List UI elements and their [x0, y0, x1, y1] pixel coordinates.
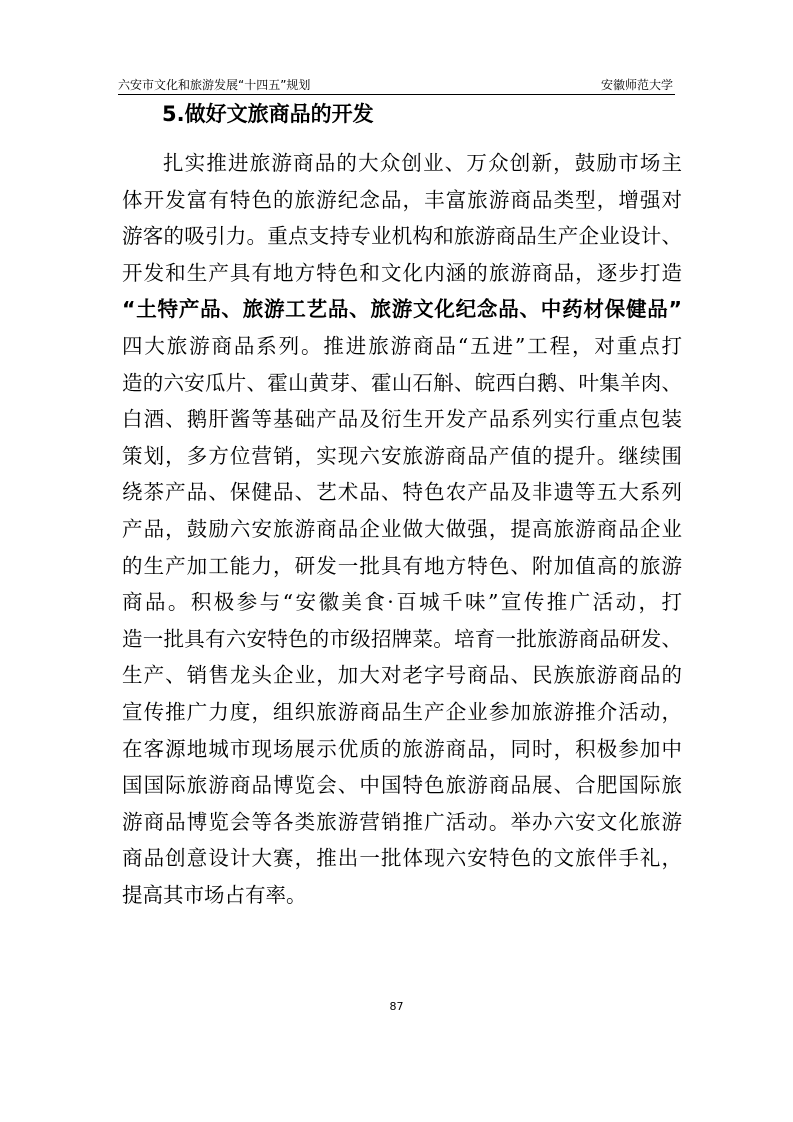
paragraph-line: 体开发富有特色的旅游纪念品，丰富旅游商品类型，增强对 — [122, 187, 682, 212]
section-title: 5.做好文旅商品的开发 — [162, 102, 374, 126]
paragraph-line: 产品，鼓励六安旅游商品企业做大做强，提高旅游商品企业 — [122, 516, 682, 541]
paragraph-line: 商品创意设计大赛，推出一批体现六安特色的文旅伴手礼， — [122, 846, 682, 871]
paragraph-line: 国国际旅游商品博览会、中国特色旅游商品展、合肥国际旅 — [122, 773, 682, 798]
body-paragraph — [122, 145, 682, 913]
paragraph-line: 的生产加工能力，研发一批具有地方特色、附加值高的旅游 — [122, 553, 682, 578]
paragraph-line: 生产、销售龙头企业，加大对老字号商品、民族旅游商品的 — [122, 663, 682, 688]
page-header — [118, 72, 675, 95]
paragraph-line: 造一批具有六安特色的市级招牌菜。培育一批旅游商品研发、 — [122, 626, 682, 651]
header-document-title: 六安市文化和旅游发展“十四五”规划 — [118, 78, 311, 92]
paragraph-line: 宣传推广力度，组织旅游商品生产企业参加旅游推介活动， — [122, 699, 682, 724]
paragraph-line-emphasis: “土特产品、旅游工艺品、旅游文化纪念品、中药材保健品” — [122, 297, 682, 322]
paragraph-line: 提高其市场占有率。 — [122, 882, 307, 907]
paragraph-line: 在客源地城市现场展示优质的旅游商品，同时，积极参加中 — [122, 736, 682, 761]
paragraph-line: 游客的吸引力。重点支持专业机构和旅游商品生产企业设计、 — [122, 224, 682, 249]
paragraph-line: 绕茶产品、保健品、艺术品、特色农产品及非遗等五大系列 — [122, 480, 682, 505]
paragraph-line: 白酒、鹅肝酱等基础产品及衍生开发产品系列实行重点包装 — [122, 407, 682, 432]
paragraph-line: 四大旅游商品系列。推进旅游商品“五进”工程，对重点打 — [122, 333, 682, 358]
paragraph-line: 策划，多方位营销，实现六安旅游商品产值的提升。继续围 — [122, 443, 682, 468]
page-number: 87 — [389, 1000, 404, 1013]
paragraph-line: 造的六安瓜片、霍山黄芽、霍山石斛、皖西白鹅、叶集羊肉、 — [122, 370, 682, 395]
paragraph-line: 游商品博览会等各类旅游营销推广活动。举办六安文化旅游 — [122, 809, 682, 834]
header-institution: 安徽师范大学 — [600, 78, 673, 92]
paragraph-line: 扎实推进旅游商品的大众创业、万众创新，鼓励市场主 — [163, 151, 682, 175]
paragraph-line: 商品。积极参与“安徽美食·百城千味”宣传推广活动，打 — [122, 590, 682, 615]
paragraph-line: 开发和生产具有地方特色和文化内涵的旅游商品，逐步打造 — [122, 260, 682, 285]
